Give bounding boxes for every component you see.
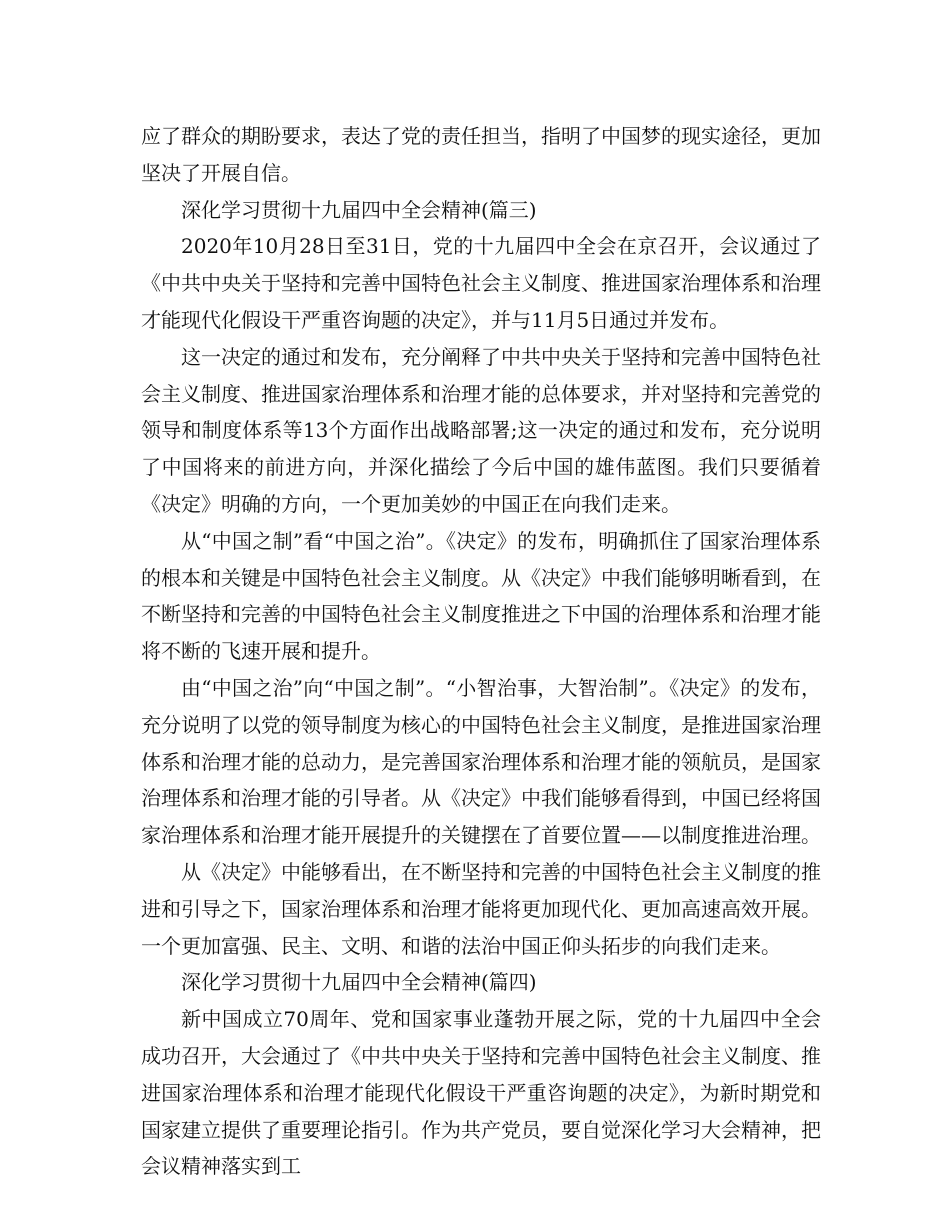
paragraph: 新中国成立70周年、党和国家事业蓬勃开展之际，党的十九届四中全会成功召开，大会通过了《中共中央关于坚持和完善中国特色社会主义制度、推进国家治理体系和治理才能现代化假设干严重咨询题的决定》，为新时期党和国家建立提供了重要理论指引。作为共产党员，要自觉深化学习大会精神，把会议精神落实到工 [141, 1007, 821, 1179]
paragraph-continuation: 应了群众的期盼要求，表达了党的责任担当，指明了中国梦的现实途径，更加坚决了开展自信。 [141, 124, 821, 185]
document-body [141, 118, 821, 1185]
paragraph: 由“中国之治”向“中国之制”。“小智治事，大智治制”。《决定》的发布，充分说明了以党的领导制度为核心的中国特色社会主义制度，是推进国家治理体系和治理才能的总动力，是完善国家治理体系和治理才能的领航员，是国家治理体系和治理才能的引导者。从《决定》中我们能够看得到，中国已经将国家治理体系和治理才能开展提升的关键摆在了首要位置——以制度推进治理。 [141, 675, 821, 848]
section-heading-part-3: 深化学习贯彻十九届四中全会精神(篇三) [181, 197, 537, 222]
paragraph: 从《决定》中能够看出，在不断坚持和完善的中国特色社会主义制度的推进和引导之下，国家治理体系和治理才能将更加现代化、更加高速高效开展。一个更加富强、民主、文明、和谐的法治中国正仰头拓步的向我们走来。 [141, 859, 821, 958]
paragraph: 这一决定的通过和发布，充分阐释了中共中央关于坚持和完善中国特色社会主义制度、推进国家治理体系和治理才能的总体要求，并对坚持和完善党的领导和制度体系等13个方面作出战略部署;这一决定的通过和发布，充分说明了中国将来的前进方向，并深化描绘了今后中国的雄伟蓝图。我们只要循着《决定》明确的方向，一个更加美妙的中国正在向我们走来。 [141, 344, 821, 516]
paragraph: 2020年10月28日至31日，党的十九届四中全会在京召开，会议通过了《中共中央关于坚持和完善中国特色社会主义制度、推进国家治理体系和治理才能现代化假设干严重咨询题的决定》，并与11月5日通过并发布。 [141, 234, 821, 332]
section-heading-part-4: 深化学习贯彻十九届四中全会精神(篇四) [181, 970, 537, 995]
paragraph: 从“中国之制”看“中国之治”。《决定》的发布，明确抓住了国家治理体系的根本和关键是中国特色社会主义制度。从《决定》中我们能够明晰看到，在不断坚持和完善的中国特色社会主义制度推进之下中国的治理体系和治理才能将不断的飞速开展和提升。 [141, 528, 821, 664]
